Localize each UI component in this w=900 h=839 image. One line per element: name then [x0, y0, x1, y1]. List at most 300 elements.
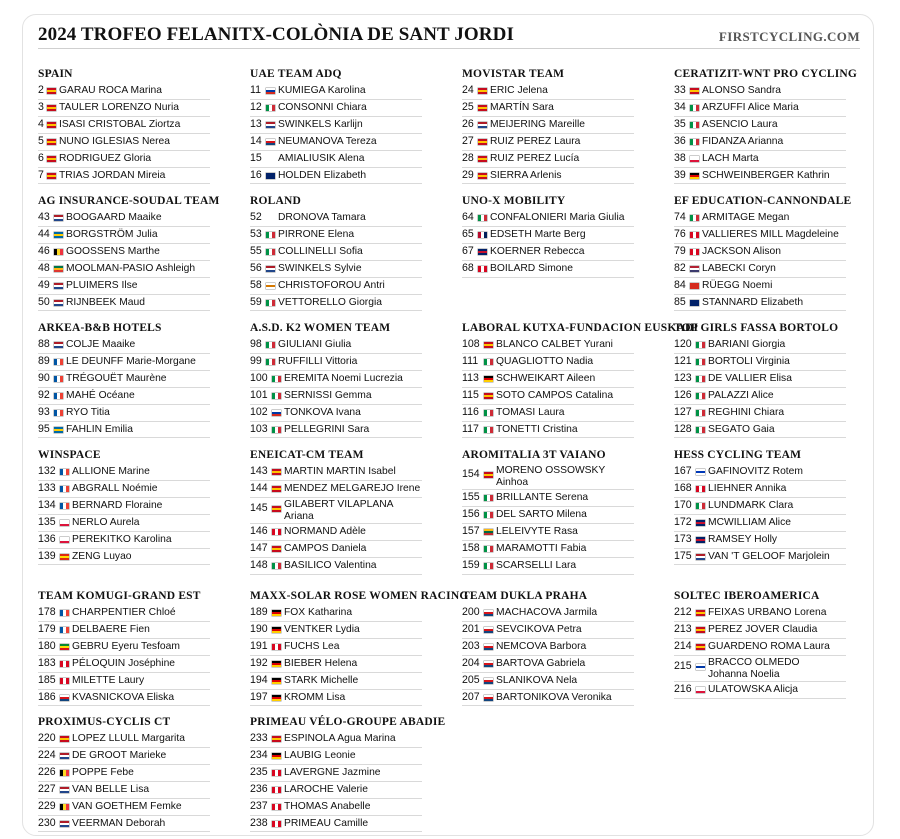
team-block	[38, 66, 243, 184]
rider-row[interactable]	[250, 799, 422, 816]
rider-row[interactable]	[250, 731, 422, 748]
bib-number: 235	[250, 765, 268, 778]
rider-name: EREMITA Noemi Lucrezia	[284, 372, 403, 384]
rider-row[interactable]	[38, 83, 210, 100]
rider-row[interactable]	[38, 498, 210, 515]
rider-row[interactable]	[462, 558, 634, 575]
rider-row[interactable]	[462, 422, 634, 439]
rider-row[interactable]	[462, 507, 634, 524]
country-flag-icon	[47, 139, 56, 145]
bib-number: 13	[250, 117, 262, 130]
rider-row[interactable]	[674, 388, 846, 405]
site-watermark[interactable]: FIRSTCYCLING.COM	[718, 29, 860, 44]
bib-number: 192	[250, 656, 268, 669]
rider-row[interactable]	[250, 481, 422, 498]
rider-row[interactable]	[462, 673, 634, 690]
rider-row[interactable]	[250, 295, 422, 312]
bib-number: 123	[674, 371, 692, 384]
rider-name: ISASI CRISTOBAL Ziortza	[59, 118, 181, 130]
rider-row[interactable]	[674, 100, 846, 117]
team-name[interactable]: UAE TEAM ADQ	[250, 68, 342, 80]
team-block	[462, 193, 667, 278]
rider-row[interactable]	[462, 405, 634, 422]
rider-row[interactable]	[250, 134, 422, 151]
rider-row[interactable]	[462, 690, 634, 707]
rider-row[interactable]	[674, 244, 846, 261]
team-name[interactable]: EF EDUCATION-CANNONDALE	[674, 195, 852, 207]
country-flag-icon	[266, 232, 275, 238]
country-flag-icon	[266, 342, 275, 348]
rider-row[interactable]	[462, 639, 634, 656]
bib-number: 92	[38, 388, 50, 401]
rider-row[interactable]	[462, 605, 634, 622]
team-name[interactable]: TOP GIRLS FASSA BORTOLO	[674, 322, 839, 334]
rider-row[interactable]	[38, 100, 210, 117]
rider-row[interactable]	[674, 622, 846, 639]
rider-name: MOOLMAN-PASIO Ashleigh	[66, 262, 196, 274]
bib-number: 121	[674, 354, 692, 367]
rider-row[interactable]	[250, 354, 422, 371]
rider-row[interactable]	[38, 422, 210, 439]
team-name[interactable]: TEAM DUKLA PRAHA	[462, 590, 588, 602]
rider-row[interactable]	[38, 278, 210, 295]
country-flag-icon	[696, 393, 705, 399]
rider-name: SOTO CAMPOS Catalina	[496, 389, 614, 401]
bib-number: 204	[462, 656, 480, 669]
bib-number: 12	[250, 100, 262, 113]
rider-row[interactable]	[38, 816, 210, 833]
team-name[interactable]: CERATIZIT-WNT PRO CYCLING	[674, 68, 858, 80]
bib-number: 113	[462, 371, 479, 384]
country-flag-icon	[478, 156, 487, 162]
team-name[interactable]: ARKEA-B&B HOTELS	[38, 322, 162, 334]
rider-name: AMIALIUSIK Alena	[278, 152, 365, 164]
bib-number: 224	[38, 748, 56, 761]
rider-row[interactable]	[674, 498, 846, 515]
country-flag-icon	[696, 520, 705, 526]
rider-row[interactable]	[38, 337, 210, 354]
rider-name: ABGRALL Noémie	[72, 482, 158, 494]
rider-name: MEIJERING Mareille	[490, 118, 585, 130]
rider-row[interactable]	[250, 690, 422, 707]
team-name[interactable]: PRIMEAU VÉLO-GROUPE ABADIE	[250, 716, 446, 728]
bib-number: 6	[38, 151, 44, 164]
team-block	[38, 588, 243, 706]
rider-name: RUFFILLI Vittoria	[278, 355, 358, 367]
rider-row[interactable]	[38, 354, 210, 371]
rider-row[interactable]	[38, 227, 210, 244]
rider-name: COLJE Maaike	[66, 339, 136, 350]
rider-row[interactable]	[250, 168, 422, 185]
rider-row[interactable]	[38, 244, 210, 261]
team-name[interactable]: MAXX-SOLAR ROSE WOMEN RACING	[250, 590, 469, 602]
rider-row[interactable]	[38, 799, 210, 816]
rider-row[interactable]	[38, 295, 210, 312]
rider-row[interactable]	[674, 295, 846, 312]
country-flag-icon	[60, 821, 69, 827]
rider-row[interactable]	[250, 605, 422, 622]
country-flag-icon	[272, 469, 281, 475]
country-flag-icon	[484, 410, 493, 416]
rider-row[interactable]	[38, 515, 210, 532]
rider-name: SWINKELS Karlijn	[278, 118, 363, 130]
bib-number: 212	[674, 606, 692, 618]
bib-number: 179	[38, 622, 56, 635]
rider-name: LAUBIG Leonie	[284, 749, 356, 761]
rider-row[interactable]	[250, 244, 422, 261]
rider-row[interactable]	[674, 83, 846, 100]
bib-number: 33	[674, 84, 686, 96]
rider-row[interactable]	[38, 134, 210, 151]
bib-number: 226	[38, 765, 56, 778]
country-flag-icon	[272, 563, 281, 569]
bib-number: 89	[38, 354, 50, 367]
rider-name: TAULER LORENZO Nuria	[59, 101, 179, 113]
team-name[interactable]: A.S.D. K2 WOMEN TEAM	[250, 322, 391, 334]
rider-name: PRIMEAU Camille	[284, 817, 369, 829]
team-block	[674, 66, 879, 184]
rider-name: BARTOVA Gabriela	[496, 657, 586, 669]
rider-row[interactable]	[38, 210, 210, 227]
bib-number: 126	[674, 388, 692, 401]
rider-row[interactable]	[38, 464, 210, 481]
bib-number: 99	[250, 354, 262, 367]
rider-name: KOERNER Rebecca	[490, 245, 585, 257]
rider-row[interactable]	[38, 622, 210, 639]
country-flag-icon	[54, 359, 63, 365]
rider-row[interactable]	[674, 481, 846, 498]
rider-row[interactable]	[674, 549, 846, 566]
rider-row[interactable]	[38, 748, 210, 765]
rider-name: MARTÍN Sara	[490, 101, 554, 113]
rider-row[interactable]	[462, 541, 634, 558]
rider-row[interactable]	[38, 673, 210, 690]
rider-row[interactable]	[250, 83, 422, 100]
rider-row[interactable]	[462, 371, 634, 388]
rider-name: BOILARD Simone	[490, 262, 573, 274]
rider-name: LAVERGNE Jazmine	[284, 766, 381, 778]
rider-row[interactable]	[38, 765, 210, 782]
country-flag-icon	[266, 139, 275, 145]
country-flag-icon	[60, 503, 69, 509]
rider-name: LABECKI Coryn	[702, 262, 776, 274]
bib-number: 95	[38, 422, 50, 435]
rider-row[interactable]	[250, 673, 422, 690]
country-flag-icon	[54, 342, 63, 348]
rider-name: KUMIEGA Karolina	[278, 85, 366, 96]
team-name[interactable]: UNO-X MOBILITY	[462, 195, 566, 207]
rider-name: ESPINOLA Agua Marina	[284, 733, 396, 744]
rider-row[interactable]	[250, 422, 422, 439]
rider-row[interactable]	[38, 151, 210, 168]
bib-number: 158	[462, 541, 480, 554]
team-block	[38, 447, 243, 565]
rider-row[interactable]	[674, 639, 846, 656]
bib-number: 145	[250, 501, 268, 514]
rider-name: NUNO IGLESIAS Nerea	[59, 135, 171, 147]
rider-name: ULATOWSKA Alicja	[708, 683, 799, 695]
country-flag-icon	[696, 427, 705, 433]
team-block	[674, 588, 879, 699]
country-flag-icon	[272, 529, 281, 535]
rider-row[interactable]	[250, 210, 422, 227]
rider-name: CONFALONIERI Maria Giulia	[490, 212, 625, 223]
rider-row[interactable]	[674, 464, 846, 481]
bib-number: 156	[462, 507, 480, 520]
country-flag-icon	[54, 393, 63, 399]
rider-row[interactable]	[250, 782, 422, 799]
bib-number: 175	[674, 549, 692, 562]
rider-row[interactable]	[250, 371, 422, 388]
rider-row[interactable]	[674, 337, 846, 354]
rider-row[interactable]	[250, 524, 422, 541]
rider-row[interactable]	[38, 549, 210, 566]
rider-name: CAMPOS Daniela	[284, 542, 367, 554]
country-flag-icon	[696, 486, 705, 492]
country-flag-icon	[484, 661, 493, 667]
team-block	[462, 447, 667, 575]
rider-row[interactable]	[250, 337, 422, 354]
rider-row[interactable]	[674, 151, 846, 168]
country-flag-icon	[696, 664, 705, 670]
team-name[interactable]: PROXIMUS-CYCLIS CT	[38, 716, 171, 728]
bib-number: 115	[462, 388, 479, 401]
country-flag-icon	[60, 695, 69, 701]
rider-row[interactable]	[250, 816, 422, 833]
team-name[interactable]: ROLAND	[250, 195, 302, 207]
rider-row[interactable]	[250, 748, 422, 765]
bib-number: 132	[38, 465, 56, 477]
rider-name: DE VALLIER Elisa	[708, 372, 792, 384]
rider-row[interactable]	[38, 731, 210, 748]
bib-number: 216	[674, 682, 692, 695]
rider-row[interactable]	[38, 388, 210, 405]
rider-row[interactable]	[674, 532, 846, 549]
rider-row[interactable]	[250, 278, 422, 295]
rider-name: HOLDEN Elizabeth	[278, 169, 367, 181]
rider-row[interactable]	[250, 227, 422, 244]
team-name[interactable]: SOLTEC IBEROAMERICA	[674, 590, 820, 602]
rider-row[interactable]	[674, 168, 846, 185]
rider-row[interactable]	[462, 354, 634, 371]
country-flag-icon	[272, 427, 281, 433]
rider-name: BERNARD Floraine	[72, 499, 163, 511]
rider-row[interactable]	[38, 690, 210, 707]
team-block	[674, 320, 879, 438]
rider-row[interactable]	[462, 227, 634, 244]
bib-number: 27	[462, 134, 474, 147]
rider-row[interactable]	[674, 227, 846, 244]
bib-number: 144	[250, 481, 268, 494]
rider-row[interactable]	[462, 117, 634, 134]
rider-row[interactable]	[38, 656, 210, 673]
team-name[interactable]: MOVISTAR TEAM	[462, 68, 565, 80]
rider-row[interactable]	[674, 605, 846, 622]
rider-row[interactable]	[38, 168, 210, 185]
rider-row[interactable]	[38, 782, 210, 799]
rider-row[interactable]	[462, 261, 634, 278]
bib-number: 143	[250, 465, 268, 477]
rider-row[interactable]	[462, 244, 634, 261]
country-flag-icon	[484, 472, 493, 478]
rider-name: POPPE Febe	[72, 766, 134, 778]
rider-row[interactable]	[462, 388, 634, 405]
bib-number: 53	[250, 227, 262, 240]
rider-name: MILETTE Laury	[72, 674, 145, 686]
rider-row[interactable]	[462, 134, 634, 151]
rider-row[interactable]	[38, 405, 210, 422]
rider-name: SEVCIKOVA Petra	[496, 623, 582, 635]
rider-row[interactable]	[38, 261, 210, 278]
rider-row[interactable]	[250, 765, 422, 782]
bib-number: 2	[38, 84, 44, 96]
bib-number: 108	[462, 338, 480, 350]
rider-row[interactable]	[674, 422, 846, 439]
rider-row[interactable]	[250, 464, 422, 481]
rider-row[interactable]	[674, 515, 846, 532]
bib-number: 49	[38, 278, 50, 291]
team-name[interactable]: SPAIN	[38, 68, 73, 80]
team-name[interactable]: TEAM KOMUGI-GRAND EST	[38, 590, 201, 602]
team-name[interactable]: ENEICAT-CM TEAM	[250, 449, 364, 461]
rider-row[interactable]	[674, 405, 846, 422]
rider-name: VAN 'T GELOOF Marjolein	[708, 550, 830, 562]
country-flag-icon	[266, 156, 275, 162]
bib-number: 68	[462, 261, 474, 274]
country-flag-icon	[272, 770, 281, 776]
bib-number: 207	[462, 690, 480, 703]
rider-row[interactable]	[250, 622, 422, 639]
rider-row[interactable]	[250, 117, 422, 134]
team-block	[38, 714, 243, 832]
team-name[interactable]: AG INSURANCE-SOUDAL TEAM	[38, 195, 220, 207]
bib-number: 90	[38, 371, 50, 384]
rider-name: MARTIN MARTIN Isabel	[284, 466, 396, 477]
bib-number: 147	[250, 541, 268, 554]
country-flag-icon	[690, 88, 699, 94]
country-flag-icon	[478, 249, 487, 255]
rider-row[interactable]	[462, 524, 634, 541]
rider-row[interactable]	[674, 261, 846, 278]
rider-row[interactable]	[38, 117, 210, 134]
bib-number: 183	[38, 656, 56, 669]
country-flag-icon	[266, 215, 275, 221]
team-name[interactable]: WINSPACE	[38, 449, 101, 461]
rider-name: ASENCIO Laura	[702, 118, 778, 130]
rider-row[interactable]	[250, 498, 422, 524]
bib-number: 172	[674, 515, 692, 528]
rider-name: ERIC Jelena	[490, 85, 548, 96]
rider-name: SEGATO Gaia	[708, 423, 775, 435]
rider-row[interactable]	[462, 100, 634, 117]
rider-name: LACH Marta	[702, 152, 759, 164]
rider-name: TONETTI Cristina	[496, 423, 578, 435]
rider-row[interactable]	[250, 639, 422, 656]
bib-number: 128	[674, 422, 692, 435]
bib-number: 135	[38, 515, 56, 528]
country-flag-icon	[272, 486, 281, 492]
rider-row[interactable]	[462, 168, 634, 185]
bib-number: 36	[674, 134, 686, 147]
country-flag-icon	[272, 804, 281, 810]
rider-row[interactable]	[462, 622, 634, 639]
rider-row[interactable]	[38, 481, 210, 498]
rider-row[interactable]	[674, 656, 846, 682]
bib-number: 100	[250, 371, 268, 384]
rider-row[interactable]	[462, 151, 634, 168]
rider-name: NEMCOVA Barbora	[496, 640, 587, 652]
rider-row[interactable]	[674, 117, 846, 134]
rider-name: GARAU ROCA Marina	[59, 85, 162, 96]
rider-row[interactable]	[250, 261, 422, 278]
rider-row[interactable]	[674, 210, 846, 227]
country-flag-icon	[272, 410, 281, 416]
country-flag-icon	[484, 695, 493, 701]
page-title: 2024 TROFEO FELANITX-COLÒNIA DE SANT JORDI	[38, 24, 514, 45]
country-flag-icon	[484, 610, 493, 616]
team-name[interactable]: AROMITALIA 3T VAIANO	[462, 449, 606, 461]
country-flag-icon	[60, 787, 69, 793]
team-name[interactable]: HESS CYCLING TEAM	[674, 449, 802, 461]
bib-number: 25	[462, 100, 474, 113]
rider-row[interactable]	[250, 656, 422, 673]
country-flag-icon	[484, 376, 493, 382]
bib-number: 76	[674, 227, 686, 240]
rider-row[interactable]	[462, 83, 634, 100]
rider-row[interactable]	[250, 541, 422, 558]
bib-number: 65	[462, 227, 474, 240]
bib-number: 148	[250, 558, 268, 571]
rider-name: RODRIGUEZ Gloria	[59, 152, 152, 164]
rider-row[interactable]	[674, 371, 846, 388]
country-flag-icon	[484, 627, 493, 633]
rider-row[interactable]	[38, 605, 210, 622]
rider-row[interactable]	[462, 337, 634, 354]
rider-row[interactable]	[250, 100, 422, 117]
rider-row[interactable]	[462, 656, 634, 673]
rider-name: FAHLIN Emilia	[66, 423, 133, 435]
rider-name: KVASNICKOVA Eliska	[72, 691, 175, 703]
country-flag-icon	[696, 342, 705, 348]
rider-name: DELBAERE Fien	[72, 623, 150, 635]
bib-number: 29	[462, 168, 474, 181]
rider-row[interactable]	[250, 151, 422, 168]
rider-row[interactable]	[38, 532, 210, 549]
bib-number: 16	[250, 168, 262, 181]
rider-row[interactable]	[674, 134, 846, 151]
rider-row[interactable]	[674, 278, 846, 295]
rider-row[interactable]	[462, 464, 634, 490]
bib-number: 201	[462, 622, 480, 635]
team-name[interactable]: LABORAL KUTXA-FUNDACION EUSKADI	[462, 322, 699, 334]
rider-row[interactable]	[462, 490, 634, 507]
bib-number: 56	[250, 261, 262, 274]
rider-row[interactable]	[462, 210, 634, 227]
rider-row[interactable]	[38, 639, 210, 656]
team-block	[38, 193, 243, 311]
rider-row[interactable]	[250, 388, 422, 405]
rider-row[interactable]	[250, 558, 422, 575]
bib-number: 220	[38, 732, 56, 744]
rider-row[interactable]	[250, 405, 422, 422]
rider-row[interactable]	[38, 371, 210, 388]
rider-name: GIULIANI Giulia	[278, 339, 352, 350]
rider-row[interactable]	[674, 682, 846, 699]
bib-number: 67	[462, 244, 474, 257]
rider-row[interactable]	[674, 354, 846, 371]
bib-number: 238	[250, 816, 268, 829]
country-flag-icon	[690, 173, 699, 179]
